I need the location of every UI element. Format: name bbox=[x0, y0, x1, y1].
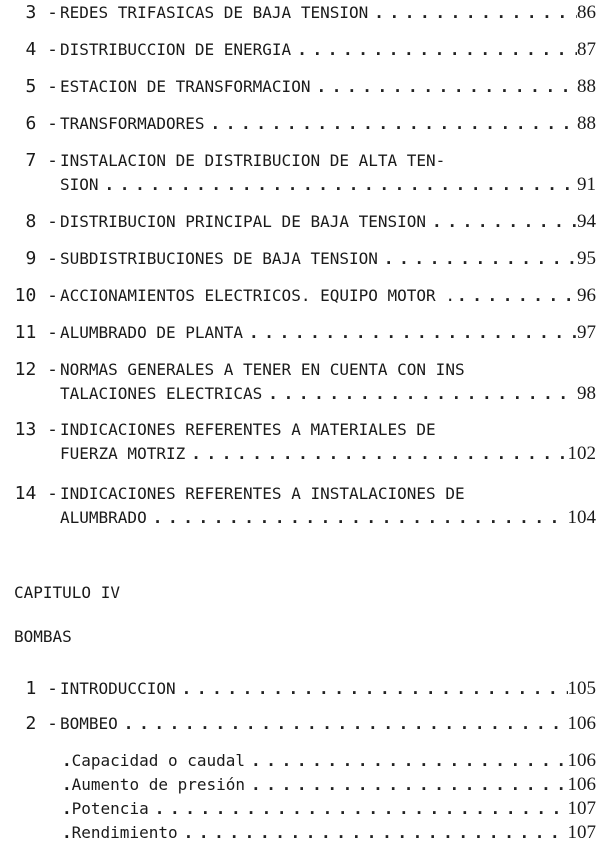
dot-leader bbox=[310, 76, 577, 98]
entry-title: ACCIONAMIENTOS ELECTRICOS. EQUIPO MOTOR . bbox=[60, 286, 455, 305]
entry-line bbox=[60, 76, 596, 98]
bullet: . bbox=[62, 775, 72, 794]
entry-page: 88 bbox=[577, 113, 596, 134]
entry-line bbox=[60, 174, 596, 196]
dot-leader bbox=[99, 174, 577, 196]
dot-leader bbox=[178, 822, 568, 844]
entry-number: 6 - bbox=[25, 113, 58, 134]
entry-title: ALUMBRADO bbox=[60, 508, 147, 527]
entry-line bbox=[62, 822, 596, 844]
entry-title: Potencia bbox=[71, 799, 149, 818]
chapter-subtitle: BOMBAS bbox=[14, 627, 72, 646]
entry-page: 107 bbox=[567, 822, 596, 843]
dot-leader bbox=[149, 798, 568, 820]
entry-title: BOMBEO bbox=[60, 714, 118, 733]
dot-leader bbox=[368, 2, 577, 24]
entry-title: TALACIONES ELECTRICAS bbox=[60, 384, 263, 403]
entry-page: 98 bbox=[577, 383, 596, 404]
entry-line bbox=[60, 322, 596, 344]
entry-title: Rendimiento bbox=[71, 823, 178, 842]
entry-page: 102 bbox=[567, 443, 596, 464]
bullet: . bbox=[62, 751, 72, 770]
entry-page: 86 bbox=[577, 2, 596, 23]
entry-number: 9 - bbox=[25, 248, 58, 269]
entry-title: SUBDISTRIBUCIONES DE BAJA TENSION bbox=[60, 249, 378, 268]
entry-line bbox=[60, 211, 596, 233]
dot-leader bbox=[176, 678, 568, 700]
entry-line bbox=[62, 774, 596, 796]
entry-number: 3 - bbox=[25, 2, 58, 23]
entry-number: 1 - bbox=[25, 678, 58, 699]
entry-line bbox=[60, 678, 596, 700]
dot-leader bbox=[147, 507, 568, 529]
entry-number: 7 - bbox=[25, 150, 58, 171]
entry-number: 10 - bbox=[14, 285, 58, 306]
entry-line bbox=[60, 443, 596, 465]
dot-leader bbox=[426, 211, 577, 233]
dot-leader bbox=[378, 248, 577, 270]
entry-line bbox=[60, 150, 596, 172]
entry-page: 97 bbox=[577, 322, 596, 343]
dot-leader bbox=[185, 443, 567, 465]
dot-leader bbox=[243, 322, 577, 344]
dot-leader bbox=[262, 383, 577, 405]
entry-title: ALUMBRADO DE PLANTA bbox=[60, 323, 244, 342]
entry-title: REDES TRIFASICAS DE BAJA TENSION bbox=[60, 3, 369, 22]
entry-title: INDICACIONES REFERENTES A MATERIALES DE bbox=[60, 420, 436, 439]
dot-leader bbox=[118, 713, 568, 735]
entry-title: Capacidad o caudal bbox=[71, 751, 246, 770]
entry-page: 94 bbox=[577, 211, 596, 232]
entry-page: 105 bbox=[567, 678, 596, 699]
entry-line bbox=[60, 359, 596, 381]
entry-page: 95 bbox=[577, 248, 596, 269]
bullet: . bbox=[62, 823, 72, 842]
entry-page: 104 bbox=[567, 507, 596, 528]
entry-line bbox=[60, 285, 596, 307]
entry-number: 14 - bbox=[14, 483, 58, 504]
entry-title: INTRODUCCION bbox=[60, 679, 176, 698]
entry-line bbox=[60, 383, 596, 405]
entry-line bbox=[62, 798, 596, 820]
entry-line bbox=[60, 507, 596, 529]
dot-leader bbox=[455, 285, 577, 307]
entry-number: 13 - bbox=[14, 419, 58, 440]
entry-page: 106 bbox=[567, 774, 596, 795]
entry-line bbox=[60, 419, 596, 441]
entry-page: 88 bbox=[577, 76, 596, 97]
bullet: . bbox=[62, 799, 72, 818]
entry-line bbox=[60, 113, 596, 135]
entry-title: Aumento de presión bbox=[71, 775, 246, 794]
entry-title: NORMAS GENERALES A TENER EN CUENTA CON INS bbox=[60, 360, 465, 379]
entry-title: ESTACION DE TRANSFORMACION bbox=[60, 77, 311, 96]
entry-title: DISTRIBUCION PRINCIPAL DE BAJA TENSION bbox=[60, 212, 427, 231]
entry-page: 96 bbox=[577, 285, 596, 306]
entry-number: 2 - bbox=[25, 713, 58, 734]
entry-page: 87 bbox=[577, 39, 596, 60]
dot-leader bbox=[245, 774, 567, 796]
entry-number: 11 - bbox=[14, 322, 58, 343]
entry-title: DISTRIBUCCION DE ENERGIA bbox=[60, 40, 292, 59]
entry-title: FUERZA MOTRIZ bbox=[60, 444, 186, 463]
dot-leader bbox=[291, 39, 577, 61]
entry-line bbox=[60, 39, 596, 61]
entry-number: 12 - bbox=[14, 359, 58, 380]
entry-number: 8 - bbox=[25, 211, 58, 232]
entry-title: INSTALACION DE DISTRIBUCION DE ALTA TEN- bbox=[60, 151, 446, 170]
entry-page: 107 bbox=[567, 798, 596, 819]
entry-line bbox=[60, 483, 596, 505]
entry-line bbox=[60, 2, 596, 24]
chapter-title: CAPITULO IV bbox=[14, 583, 120, 602]
entry-page: 106 bbox=[567, 750, 596, 771]
entry-line bbox=[60, 713, 596, 735]
entry-title: TRANSFORMADORES bbox=[60, 114, 205, 133]
entry-line bbox=[60, 248, 596, 270]
entry-title: SION bbox=[60, 175, 99, 194]
entry-number: 5 - bbox=[25, 76, 58, 97]
entry-line bbox=[62, 750, 596, 772]
entry-page: 91 bbox=[577, 174, 596, 195]
dot-leader bbox=[245, 750, 567, 772]
entry-number: 4 - bbox=[25, 39, 58, 60]
dot-leader bbox=[205, 113, 578, 135]
entry-title: INDICACIONES REFERENTES A INSTALACIONES DE bbox=[60, 484, 465, 503]
entry-page: 106 bbox=[567, 713, 596, 734]
